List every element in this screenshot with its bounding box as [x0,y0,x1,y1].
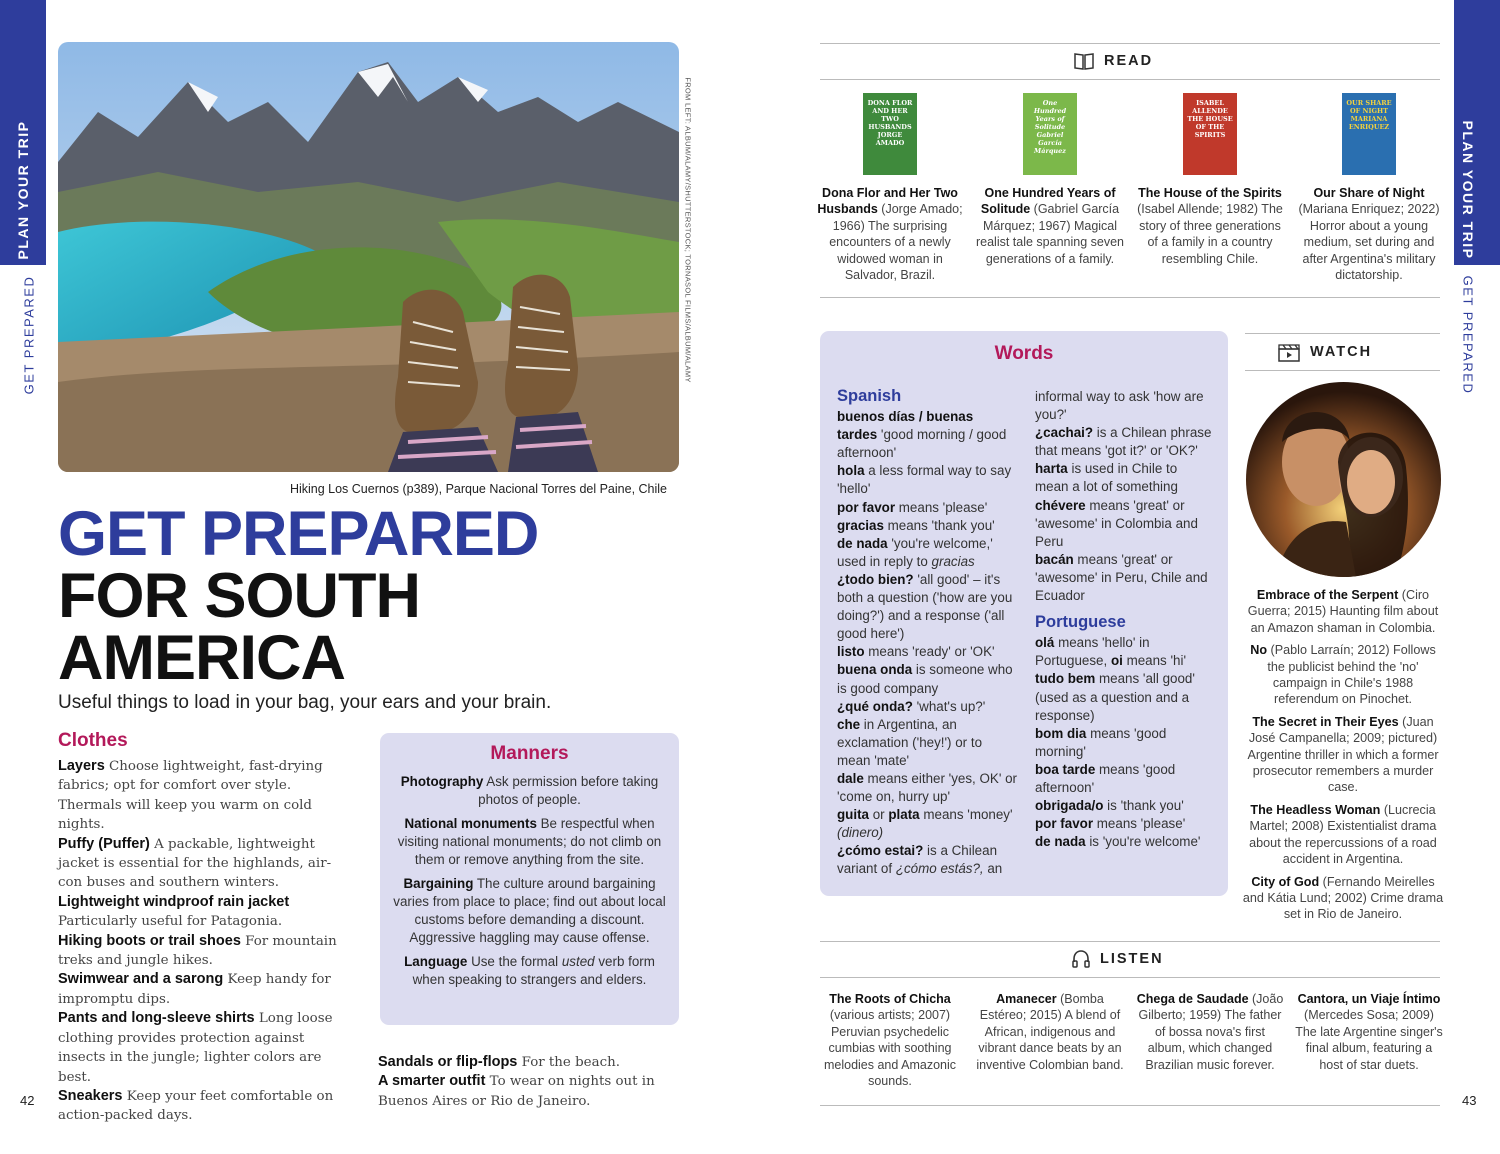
book-item [815,93,965,283]
item-desc: Particularly useful for Patagonia. [58,914,283,930]
divider [820,43,1440,44]
phrase-desc: a less formal way to say 'hello' [837,463,1012,497]
phrase-term: ¿todo bien? [837,571,914,587]
item-term: Layers [58,758,105,774]
book-desc: (Isabel Allende; 1982) The story of three generations of a family in a country resembling Chile. [1137,202,1283,266]
phrase-term: hola [837,463,865,479]
book-cover: ISABEL ALLENDE THE HOUSE OF THE SPIRITS [1183,93,1237,175]
book-desc: (Gabriel García Márquez; 1967) Magical realist tale spanning seven generations of a family. [975,202,1124,266]
phrase-continuation: informal way to ask 'how are you?' [1035,389,1204,423]
album-desc: (various artists; 2007) Peruvian psychedelic cumbias with soothing melodies and Amazonic sounds. [823,1008,957,1089]
hero-photo [58,42,679,472]
film-title: City of God [1251,874,1320,889]
film-title: Embrace of the Serpent [1256,588,1399,602]
book-desc: (Mariana Enriquez; 2022) Horror about a young medium, set during and after Argentina's military dictatorship. [1298,202,1440,283]
list-item [392,953,667,989]
item-desc: A packable, lightweight jacket is essential for the highlands, air-con buses and southern winters. [58,836,332,891]
phrase-item [837,698,1017,716]
list-item [378,1053,688,1072]
phrase-item [837,643,1017,661]
album-desc: (João Gilberto; 1959) The father of bossa nova's first album, which changed Brazilian music forever. [1138,992,1284,1072]
album-item [975,991,1125,1073]
words-column-2 [1035,388,1213,851]
film-item [1242,587,1444,636]
list-item [58,1087,340,1126]
listen-label: LISTEN [1100,951,1164,967]
clothes-heading: Clothes [58,730,128,751]
phrase-desc: is a Chilean phrase that means 'got it?' or 'OK?' [1035,425,1212,459]
film-list [1242,587,1444,929]
album-item [1294,991,1444,1073]
item-term: National monuments [404,816,537,831]
phrase-item [1035,551,1213,605]
phrase-item [1035,833,1213,851]
album-title: Amanecer [996,992,1057,1006]
book-item [975,93,1125,267]
divider [820,297,1440,298]
film-item [1242,802,1444,868]
phrase-term: por favor [1035,816,1094,832]
phrase-item [837,716,1017,770]
phrase-item [837,661,1017,697]
phrase-desc: is someone who is good company [837,662,1013,696]
list-item [58,893,340,932]
words-column-1 [837,387,1017,879]
book-cover: DONA FLOR AND HER TWO HUSBANDS JORGE AMADO [863,93,917,175]
left-tab-label: PLAN YOUR TRIP [15,120,31,260]
phrase-desc: means 'please' [1093,816,1186,832]
phrase-item [837,408,1017,462]
phrase-item [837,806,1017,842]
phrase-item [1035,497,1213,551]
read-header [1073,51,1153,71]
list-item [392,773,667,809]
list-item [58,757,340,835]
words-box [820,331,1228,896]
phrase-term: gracias [837,517,884,533]
manners-box [380,733,679,1025]
item-term: Hiking boots or trail shoes [58,932,241,949]
right-section-label: GET PREPARED [1460,275,1476,395]
phrase-item [1035,761,1213,797]
list-item [58,932,340,971]
item-desc: Ask permission before taking photos of people. [478,774,659,807]
book-cover: OUR SHARE OF NIGHT MARIANA ENRIQUEZ [1342,93,1396,175]
item-desc: To wear on nights out in Buenos Aires or Rio de Janeiro. [378,1074,655,1109]
album-title: Chega de Saudade [1136,992,1249,1006]
page-number-left: 42 [20,1093,35,1108]
page-subtitle: Useful things to load in your bag, your ears and your brain. [58,692,552,713]
film-desc: (Pablo Larraín; 2012) Follows the publicist behind the 'no' campaign in Chile's 1988 referendum on Pinochet. [1267,643,1436,707]
headphones-icon [1071,949,1091,969]
film-desc: (Juan José Campanella; 2009; pictured) Argentine thriller in which a former prosecutor remembers a murder case. [1247,714,1439,795]
phrase-term: ¿qué onda? [837,698,913,714]
phrase-term: listo [837,644,865,660]
phrase-desc: is 'thank you' [1103,798,1184,814]
film-clapper-icon [1277,342,1301,362]
album-title: The Roots of Chicha [829,992,951,1006]
phrase-term: buena onda [837,662,913,678]
book-item [1135,93,1285,267]
photo-credit: FROM LEFT: ALBUM/ALAMY/SHUTTERSTOCK; TORNASOL FILMS/ALBUM/ALAMY [683,77,693,383]
phrase-item [1035,815,1213,833]
book-icon [1073,51,1095,71]
manners-heading: Manners [490,743,569,764]
phrase-item [1035,424,1213,460]
list-item [378,1072,688,1111]
film-still-image [1246,382,1441,577]
clothes-list [58,757,340,1126]
film-title: No [1250,643,1268,658]
phrase-emphasis: ¿cómo estás?, [895,861,984,877]
item-term: Lightweight windproof rain jacket [58,893,290,910]
phrase-term: ¿cómo estai? [837,843,924,859]
right-tab-label: PLAN YOUR TRIP [1460,120,1476,260]
list-item [58,835,340,893]
phrase-emphasis: gracias [931,553,975,569]
phrase-desc: means 'ready' or 'OK' [864,644,995,660]
phrase-item [837,842,1017,878]
film-item [1242,642,1444,708]
divider [820,79,1440,80]
item-term: Photography [400,774,484,789]
phrase-desc: means 'hi' [1122,653,1187,669]
phrase-desc: means 'great' or 'awesome' in Colombia and Peru [1035,497,1198,549]
phrase-term: dale [837,770,864,786]
film-item [1242,714,1444,796]
title-line-3: AMERICA [58,623,345,693]
phrase-term: obrigada/o [1035,798,1104,814]
book-desc: (Jorge Amado; 1966) The surprising encounters of a newly widowed woman in Salvador, Brazil. [829,202,963,283]
film-desc: (Ciro Guerra; 2015) Haunting film about an Amazon shaman in Colombia. [1247,588,1439,635]
phrase-desc: in Argentina, an exclamation ('hey!') or to mean 'mate' [837,716,983,768]
phrase-desc: 'good morning / good afternoon' [837,427,1007,461]
phrase-term: plata [888,807,920,823]
phrase-item [837,571,1017,643]
item-desc: For mountain treks and jungle hikes. [58,933,337,969]
page-title [58,499,539,693]
phrase-term: tudo bem [1035,671,1096,687]
list-item [58,970,340,1009]
phrase-term: bacán [1035,551,1074,567]
item-emphasis: usted [561,954,595,969]
item-term: Pants and long-sleeve shirts [58,1010,255,1027]
book-cover: One Hundred Years of Solitude Gabriel García Márquez [1023,93,1077,175]
book-title: Dona Flor and Her Two Husbands [817,186,958,217]
phrase-term: buenos días / buenas tardes [837,409,974,443]
phrase-item [837,462,1017,498]
divider [820,941,1440,942]
phrase-term: chévere [1035,497,1086,513]
divider [820,1105,1440,1106]
film-item [1242,874,1444,923]
phrase-desc: means 'hello' in Portuguese, [1035,635,1150,669]
watch-label: WATCH [1310,344,1373,360]
divider [1245,333,1440,334]
item-term: Language [404,954,468,969]
phrase-item [837,499,1017,517]
book-title: The House of the Spirits [1138,186,1282,200]
phrase-term: de nada [837,535,888,551]
phrase-desc: means 'please' [895,499,988,515]
film-title: The Secret in Their Eyes [1252,714,1399,729]
watch-header [1277,342,1372,362]
phrase-desc: means either 'yes, OK' or 'come on, hurry up' [837,770,1018,805]
listen-header [1071,949,1164,969]
item-desc: Choose lightweight, fast-drying fabrics; opt for comfort over style. Thermals will keep you warm on cold nights. [58,759,323,833]
item-desc: verb form when speaking to strangers and elders. [412,954,655,987]
phrase-desc: is used in Chile to mean a lot of something [1035,461,1178,495]
item-term: Sneakers [58,1087,123,1104]
clothes-list-continued [378,1053,688,1111]
phrase-item [837,517,1017,535]
divider [1245,370,1440,371]
phrase-desc: means 'good afternoon' [1035,761,1176,795]
phrase-desc: is a Chilean variant of [837,843,998,877]
phrase-term: por favor [837,499,896,515]
portuguese-heading: Portuguese [1035,613,1126,632]
phrase-term: oi [1110,653,1123,669]
item-term: Swimwear and a sarong [58,971,224,988]
list-item [58,1009,340,1087]
film-desc: (Fernando Meirelles and Kátia Lund; 2002) Crime drama set in Rio de Janeiro. [1242,874,1444,922]
item-desc: Keep handy for impromptu dips. [58,972,331,1007]
title-line-2: FOR SOUTH [58,561,420,631]
phrase-item [837,535,1017,571]
phrase-desc: is 'you're welcome' [1085,834,1201,850]
item-term: Puffy (Puffer) [58,835,150,852]
couple-film-still-illustration [1246,382,1441,577]
phrase-item [1035,670,1213,724]
item-desc: Use the formal [467,954,562,969]
phrase-desc: means 'good morning' [1035,725,1167,759]
phrase-item [1035,797,1213,815]
album-item [815,991,965,1089]
photo-caption: Hiking Los Cuernos (p389), Parque Nacional Torres del Paine, Chile [289,482,667,496]
title-line-1: GET PREPARED [58,499,539,569]
item-term: Bargaining [403,876,474,891]
phrase-emphasis: (dinero) [837,825,884,841]
list-item [392,875,667,947]
list-item [392,815,667,869]
album-desc: (Bomba Estéreo; 2015) A blend of African, indigenous and vibrant dance beats by an inventive Colombian band. [976,992,1124,1072]
phrase-desc: or [869,807,889,823]
phrase-desc: 'you're welcome,' used in reply to [837,535,993,569]
item-desc: Long loose clothing provides protection against insects in the jungle; lighter colors are best. [58,1011,333,1085]
film-title: The Headless Woman [1250,802,1381,817]
phrase-term: che [837,716,861,732]
phrase-desc: means 'thank you' [883,517,995,533]
phrase-item [1035,460,1213,496]
phrase-item [837,770,1017,806]
phrase-desc: 'all good' – it's both a question ('how are you doing?') and a response ('all good here') [837,571,1013,642]
item-desc: Keep your feet comfortable on action-packed days. [58,1088,334,1124]
phrase-term: ¿cachai? [1035,425,1094,441]
item-desc: The culture around bargaining varies from place to place; find out about local customs before demanding a discount. Aggressive haggling may cause offense. [393,876,666,945]
words-heading: Words [994,343,1054,364]
book-title: One Hundred Years of Solitude [980,186,1116,217]
phrase-desc: means 'all good' (used as a question and a response) [1035,671,1195,723]
hiking-boots-landscape-illustration [58,42,679,472]
read-label: READ [1104,53,1154,69]
phrase-desc: 'what's up?' [912,698,986,714]
phrase-item [1035,634,1213,670]
spanish-heading: Spanish [837,387,902,405]
phrase-desc: an [983,861,1003,877]
item-term: A smarter outfit [378,1073,486,1090]
left-section-label: GET PREPARED [21,275,37,395]
phrase-term: guita [837,807,869,823]
phrase-desc: means 'great' or 'awesome' in Peru, Chile and Ecuador [1035,551,1208,604]
item-desc: For the beach. [517,1055,620,1070]
phrase-desc: means 'money' [919,807,1013,823]
phrase-item [1035,725,1213,761]
phrase-term: de nada [1035,834,1086,850]
film-desc: (Lucrecia Martel; 2008) Existentialist drama about the repercussions of a road accident in Argentina. [1249,802,1437,867]
phrase-term: boa tarde [1035,761,1096,777]
phrase-term: harta [1035,461,1068,477]
page-number-right: 43 [1462,1093,1477,1108]
album-desc: (Mercedes Sosa; 2009) The late Argentine singer's final album, featuring a host of star duets. [1295,1008,1443,1072]
book-title: Our Share of Night [1313,186,1425,200]
clothes-section [58,730,340,1126]
book-item [1294,93,1444,283]
album-item [1135,991,1285,1073]
album-title: Cantora, un Viaje Íntimo [1297,992,1441,1006]
item-term: Sandals or flip-flops [378,1054,518,1070]
phrase-term: olá [1035,635,1055,651]
divider [820,977,1440,978]
phrase-term: bom dia [1035,725,1087,741]
item-desc: Be respectful when visiting national monuments; do not climb on them or remove anything from the site. [397,816,662,867]
